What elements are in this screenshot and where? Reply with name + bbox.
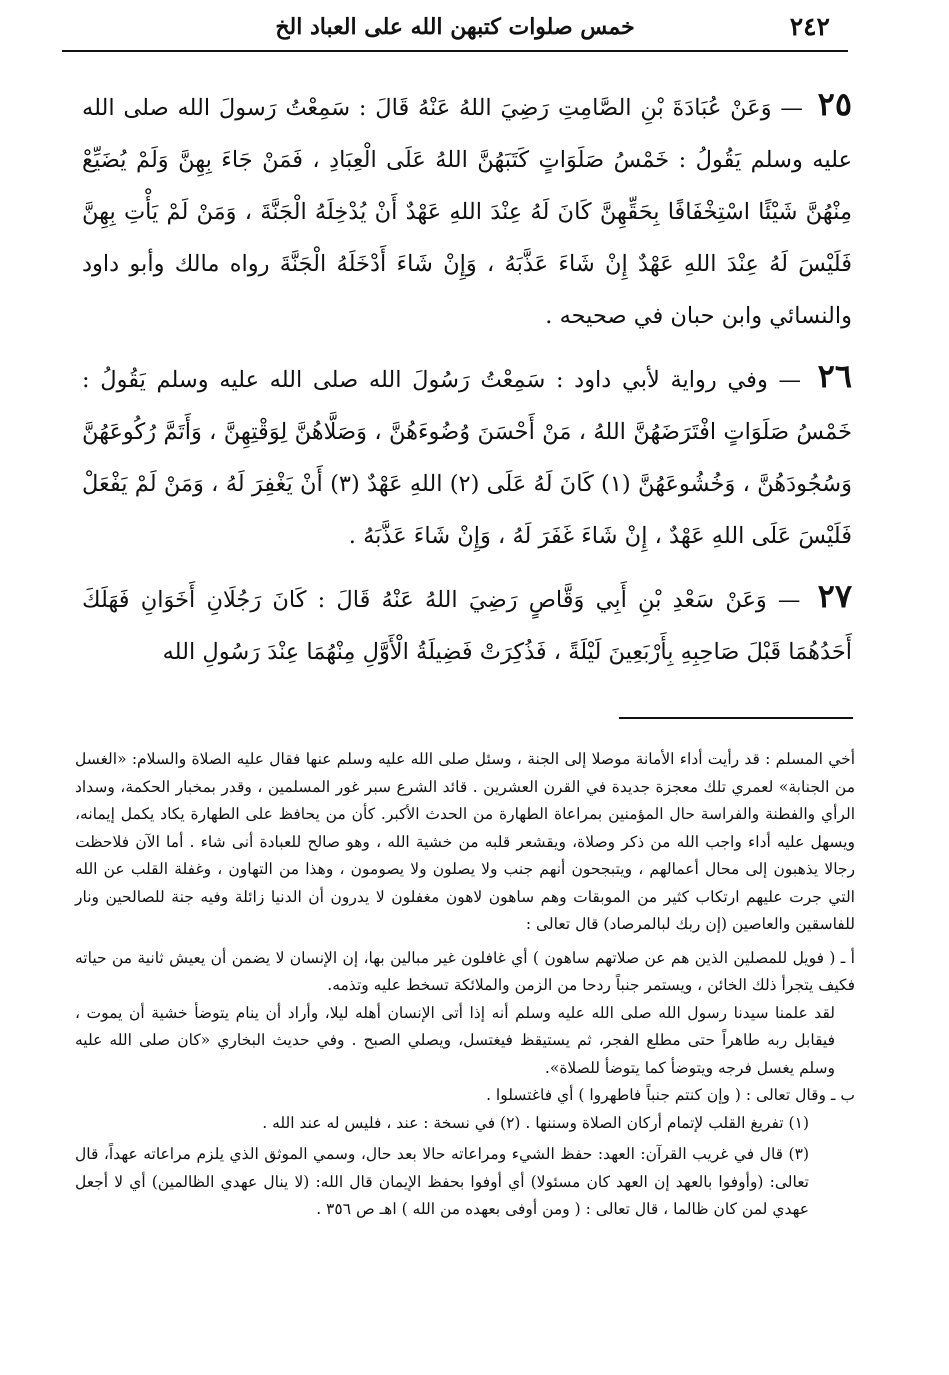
- hadith-number: ٢٥: [817, 85, 852, 123]
- hadith-text: — وفي رواية لأبي داود : سَمِعْتُ رَسُولَ الله صلى الله عليه وسلم يَقُولُ : خَمْسُ صَلَوَاتٍ افْتَرَضَهُنَّ اللهُ ، مَنْ أَحْسَنَ وُضُوءَهُنَّ ، وَصَلَّاهُنَّ لِوَقْتِهِنَّ ، وَأَتَمَّ رُكُوعَهُنَّ وَسُجُودَهُنَّ ، وَخُشُوعَهُنَّ (١) كَانَ لَهُ عَلَى (٢) اللهِ عَهْدٌ (٣) أَنْ يَغْفِرَ لَهُ ، وَمَنْ لَمْ يَفْعَلْ فَلَيْسَ عَلَى اللهِ عَهْدٌ ، إِنْ شَاءَ غَفَرَ لَهُ ، وَإِنْ شَاءَ عَذَّبَهُ .: [82, 367, 852, 549]
- footnotes: [75, 746, 855, 1224]
- page-number: ٢٤٢: [789, 12, 830, 41]
- footnote-commentary: أخي المسلم : قد رأيت أداء الأمانة موصلا إلى الجنة ، وسئل صلى الله عليه وسلم عنها فقال عليه الصلاة والسلام: «الغسل من الجنابة» لعمري تلك معجزة جديدة في القرن العشرين . قائد الشرع سبر غور المسلمين ، وقدر بمخبار الحكمة، وسداد الرأي والفطنة والفراسة حال المؤمنين بمراعاة الطهارة من الحدث الأكبر. كأن من يحافظ على الطهارة يكاد يكمل إيمانه، ويسهل عليه أداء واجب الله من ذكر وصلاة، ويقشعر قلبه من خشية الله ، وهو صالح للعبادة أنى شاء . أما الآن فلاحظت رجالا يذهبون إلى محال أعمالهم ، ويتبجحون أنهم جنب ولا يصلون ولا يصومون ، وهذا من التهاون ، وغفلة القلب عن الله التي جرت عليهم ارتكاب كثير من الموبقات وهم ساهون لاهون مغفلون لا يدرون أن الدنيا زائلة وفيه جنة للصالحين ونار للفاسقين والعاصين (إن ربك لبالمرصاد) قال تعالى :: [75, 750, 855, 933]
- hadith-25: [82, 78, 852, 342]
- hadith-text: — وَعَنْ عُبَادَةَ بْنِ الصَّامِتِ رَضِيَ اللهُ عَنْهُ قَالَ : سَمِعْتُ رَسولَ الله صلى الله عليه وسلم يَقُولُ : خَمْسُ صَلَوَاتٍ كَتَبَهُنَّ اللهُ عَلَى الْعِبَادِ ، فَمَنْ جَاءَ بِهِنَّ وَلَمْ يُضَيِّعْ مِنْهُنَّ شَيْئًا اسْتِخْفَافًا بِحَقِّهِنَّ كَانَ لَهُ عِنْدَ اللهِ عَهْدٌ أَنْ يُدْخِلَهُ الْجَنَّةَ ، وَمَنْ لَمْ يَأْتِ بِهِنَّ فَلَيْسَ لَهُ عِنْدَ اللهِ عَهْدٌ إِنْ شَاءَ عَذَّبَهُ ، وَإِنْ شَاءَ أَدْخَلَهُ الْجَنَّةَ رواه مالك وأبو داود والنسائي وابن حبان في صحيحه .: [82, 95, 852, 329]
- hadith-number: ٢٧: [817, 577, 852, 615]
- page-header: [62, 8, 848, 52]
- hadith-26: [82, 350, 852, 562]
- footnote-note-a-intro: أ ـ ( فويل للمصلين الذين هم عن صلاتهم ساهون ) أي غافلون غير مبالين بها، إن الإنسان لا يضمن أن يعيش ثانية من حياته فكيف يتجرأ ذلك الخائن ، ويستمر جنباً ردحا من الزمن والملائكة تسخط عليه وتذمه.: [75, 948, 855, 994]
- hadith-number: ٢٦: [817, 357, 852, 395]
- main-text: [82, 78, 852, 686]
- hadith-27: [82, 570, 852, 678]
- footnote-note-a-rest: لقد علمنا سيدنا رسول الله صلى الله عليه وسلم أنه إذا أتى الإنسان أهله ليلا، وأراد أن ينام يتوضأ خشية أن يموت ، فيقابل ربه طاهراً حتى مطلع الفجر، ثم يستيقظ فيغتسل، ويصلي الصبح . وفي حديث البخاري «كان صلى الله عليه وسلم يغسل فرجه ويتوضأ كما يتوضأ للصلاة».: [75, 1003, 835, 1077]
- footnote-ref-1-2: (١) تفريغ القلب لإتمام أركان الصلاة وسننها . (٢) في نسخة : عند ، فليس له عند الله .: [262, 1113, 809, 1132]
- footnote-divider: [619, 717, 853, 719]
- running-title: خمس صلوات كتبهن الله على العباد الخ: [275, 14, 635, 40]
- footnote-ref-3: (٣) قال في غريب القرآن: العهد: حفظ الشيء ومراعاته حالا بعد حال، وسمي الموثق الذي يلزم مراعاته عهداً، قال تعالى: (وأوفوا بالعهد إن العهد كان مسئولا) أي أوفوا بحفظ الإيمان قال الله: (لا ينال عهدي الظالمين) أي لا أجعل عهدي لمن كان ظالما ، قال تعالى : ( ومن أوفى بعهده من الله ) اهـ ص ٣٥٦ .: [75, 1145, 809, 1218]
- footnote-note-b: ب ـ وقال تعالى : ( وإن كنتم جنباً فاطهروا ) أي فاغتسلوا .: [486, 1086, 855, 1104]
- hadith-text: — وَعَنْ سَعْدِ بْنِ أَبِي وَقَّاصٍ رَضِيَ اللهُ عَنْهُ قَالَ : كَانَ رَجُلَانِ أَخَوَانِ فَهَلَكَ أَحَدُهُمَا قَبْلَ صَاحِبِهِ بِأَرْبَعِينَ لَيْلَةً ، فَذُكِرَتْ فَضِيلَةُ الْأَوَّلِ مِنْهُمَا عِنْدَ رَسُولِ الله: [82, 587, 852, 665]
